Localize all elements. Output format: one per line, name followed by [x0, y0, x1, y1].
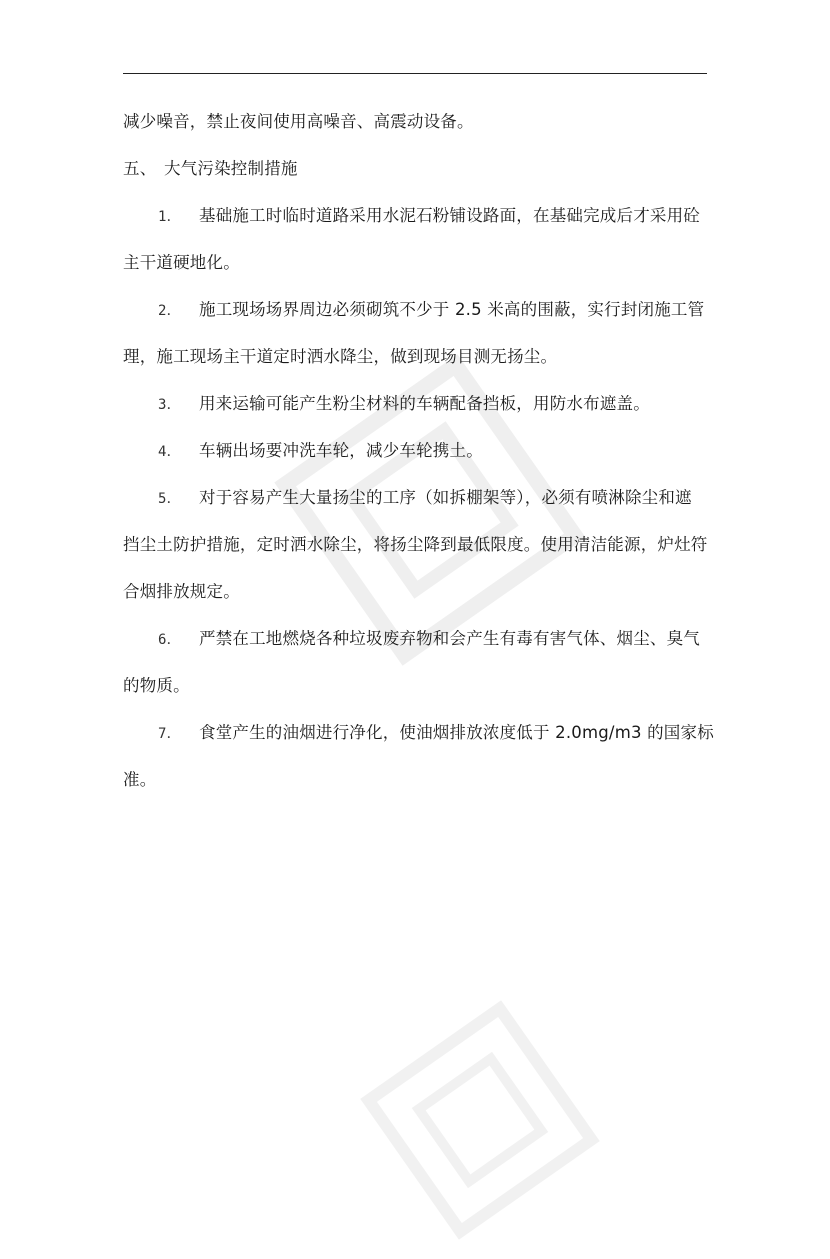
line-text: 主干道硬地化。: [123, 253, 240, 272]
line-text: 施工现场场界周边必须砌筑不少于 2.5 米高的围蔽，实行封闭施工管: [199, 300, 705, 319]
document-body: [123, 98, 714, 803]
paragraph-line: [123, 333, 707, 380]
paragraph-line: [123, 568, 707, 615]
line-text: 的物质。: [123, 676, 190, 695]
line-text: 基础施工时临时道路采用水泥石粉铺设路面，在基础完成后才采用砼: [199, 206, 700, 225]
list-item: [123, 615, 707, 662]
line-text: 食堂产生的油烟进行净化，使油烟排放浓度低于 2.0mg/m3 的国家标: [199, 723, 714, 742]
list-item: [123, 286, 707, 333]
section-title: 大气污染控制措施: [164, 159, 298, 178]
paragraph-line: [123, 239, 707, 286]
line-text: 对于容易产生大量扬尘的工序（如拆棚架等），必须有喷淋除尘和遮: [199, 488, 692, 507]
section-number: 五、: [123, 159, 157, 178]
paragraph-line: [123, 98, 707, 145]
paragraph-line: [123, 756, 707, 803]
header-rule: [123, 73, 707, 74]
line-text: 合烟排放规定。: [123, 582, 240, 601]
list-item: [123, 192, 707, 239]
line-text: 理，施工现场主干道定时洒水降尘，做到现场目测无扬尘。: [123, 347, 558, 366]
item-number: 7．: [158, 726, 181, 742]
list-item: [123, 709, 714, 756]
paragraph-line: [123, 521, 707, 568]
item-number: 1．: [158, 209, 181, 225]
list-item: [123, 427, 707, 474]
line-text: 挡尘土防护措施，定时洒水除尘，将扬尘降到最低限度。使用清洁能源，炉灶符: [123, 535, 708, 554]
item-number: 3．: [158, 397, 181, 413]
list-item: [123, 380, 707, 427]
item-number: 4．: [158, 444, 181, 460]
list-item: [123, 474, 707, 521]
line-text: 准。: [123, 770, 157, 789]
line-text: 用来运输可能产生粉尘材料的车辆配备挡板，用防水布遮盖。: [199, 394, 650, 413]
paragraph-line: [123, 662, 707, 709]
line-text: 严禁在工地燃烧各种垃圾废弃物和会产生有毒有害气体、烟尘、臭气: [199, 629, 700, 648]
item-number: 2．: [158, 303, 181, 319]
line-text: 车辆出场要冲洗车轮，减少车轮携土。: [199, 441, 483, 460]
line-text: 减少噪音，禁止夜间使用高噪音、高震动设备。: [123, 112, 474, 131]
item-number: 5．: [158, 491, 181, 507]
section-heading: [123, 145, 707, 192]
watermark-graphic-bottom: [341, 981, 620, 1259]
item-number: 6．: [158, 632, 181, 648]
